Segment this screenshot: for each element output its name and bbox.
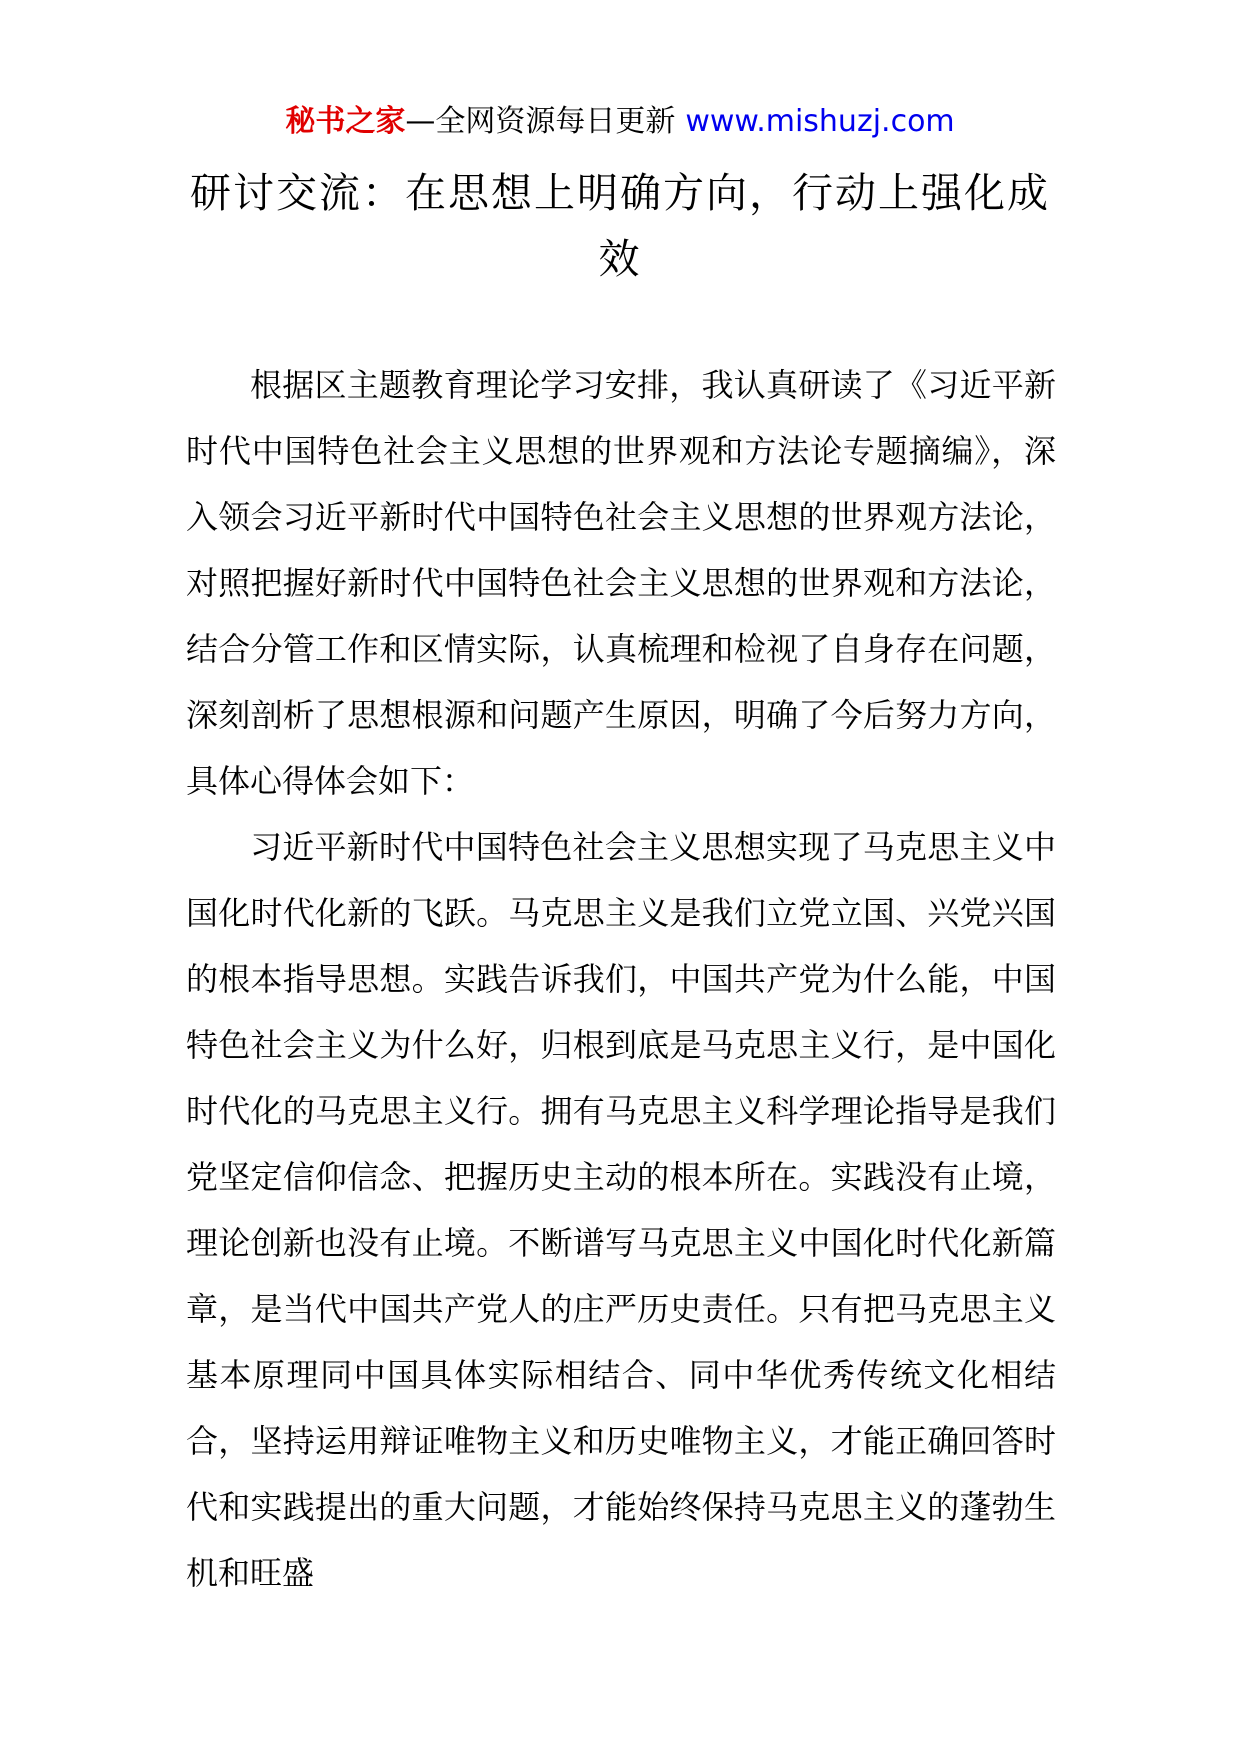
watermark-header: [0, 102, 1240, 142]
document-title: 研讨交流：在思想上明确方向，行动上强化成效: [190, 169, 1050, 283]
body-paragraph: 根据区主题教育理论学习安排，我认真研读了《习近平新时代中国特色社会主义思想的世界观和方法论专题摘编》，深入领会习近平新时代中国特色社会主义思想的世界观方法论，对照把握好新时代中国特色社会主义思想的世界观和方法论，结合分管工作和区情实际，认真梳理和检视了自身存在问题，深刻剖析了思想根源和问题产生原因，明确了今后努力方向，具体心得体会如下：: [186, 366, 1056, 800]
header-tagline: —全网资源每日更新: [405, 104, 676, 139]
body-paragraph: 习近平新时代中国特色社会主义思想实现了马克思主义中国化时代化新的飞跃。马克思主义是我们立党立国、兴党兴国的根本指导思想。实践告诉我们，中国共产党为什么能，中国特色社会主义为什么好，归根到底是马克思主义行，是中国化时代化的马克思主义行。拥有马克思主义科学理论指导是我们党坚定信仰信念、把握历史主动的根本所在。实践没有止境，理论创新也没有止境。不断谱写马克思主义中国化时代化新篇章，是当代中国共产党人的庄严历史责任。只有把马克思主义基本原理同中国具体实际相结合、同中华优秀传统文化相结合，坚持运用辩证唯物主义和历史唯物主义，才能正确回答时代和实践提出的重大问题，才能始终保持马克思主义的蓬勃生机和旺盛: [186, 828, 1056, 1592]
brand-name: 秘书之家: [285, 104, 406, 139]
website-link[interactable]: www.mishuzj.com: [685, 104, 955, 139]
document-body: [186, 352, 1056, 1606]
